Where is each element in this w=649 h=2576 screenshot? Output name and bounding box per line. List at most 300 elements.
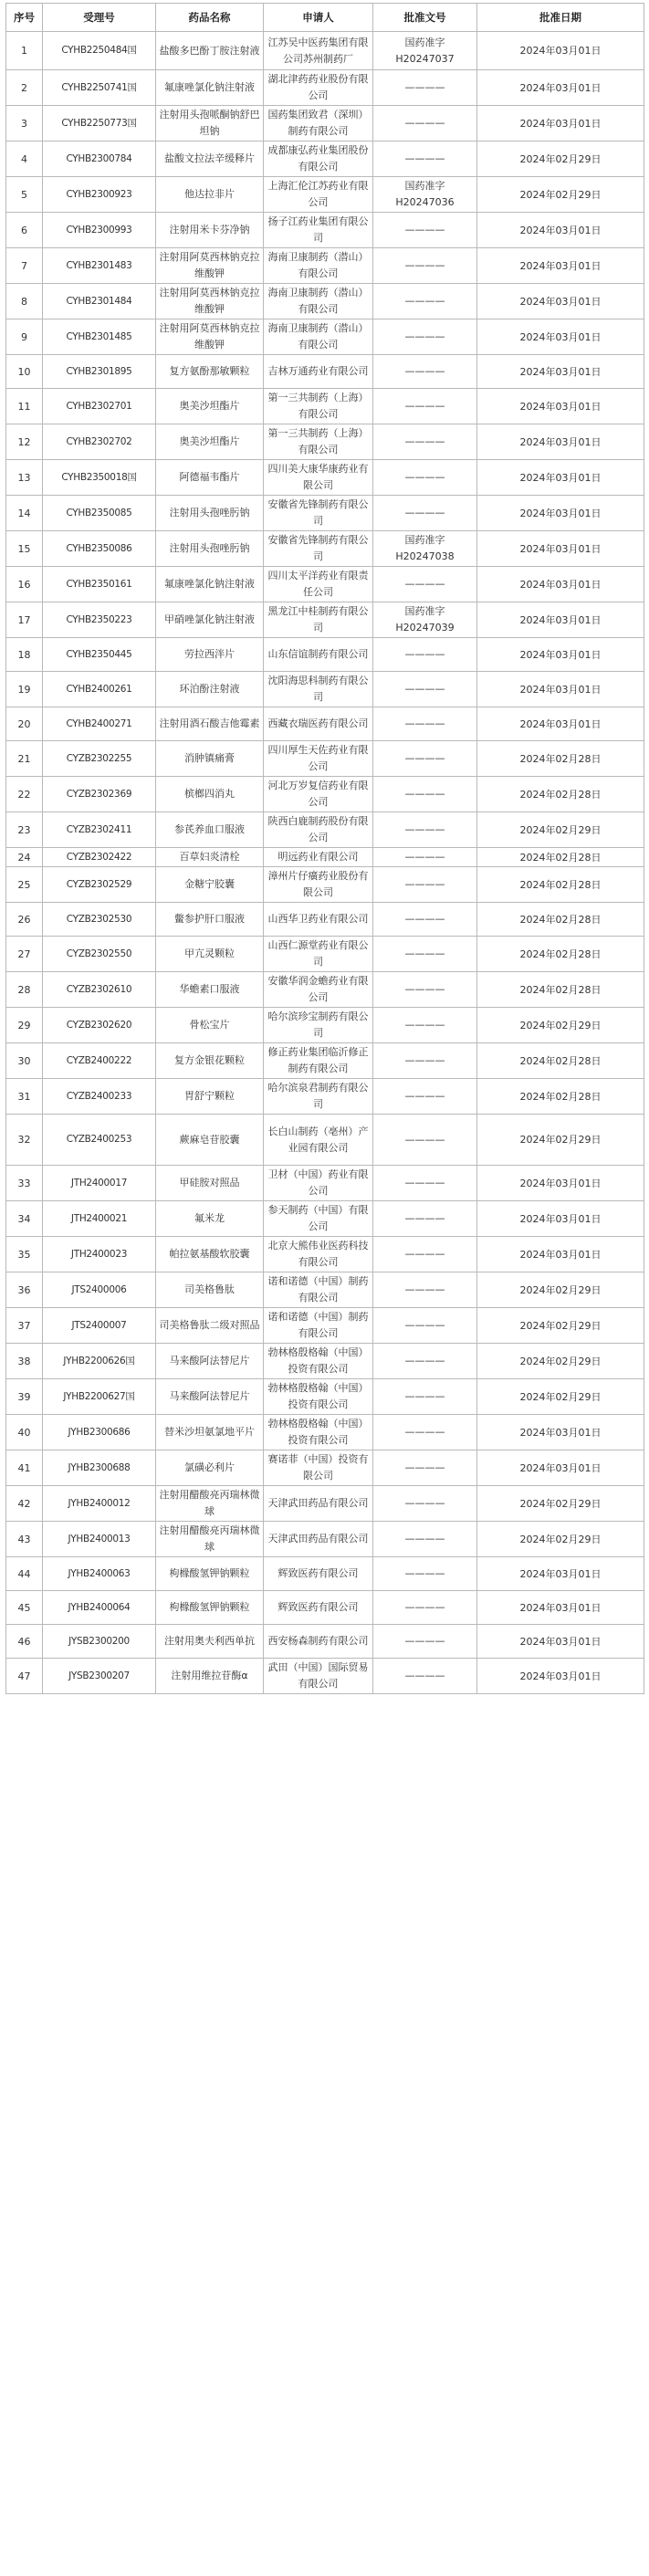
acceptance-no-cell: CYHB2302701	[43, 389, 156, 424]
approval-number-cell: 国药准字H20247036	[373, 177, 477, 213]
serial-cell: 2	[6, 70, 43, 106]
drug-name-cell: 注射用醋酸亮丙瑞林微球	[156, 1486, 264, 1522]
approval-date-cell: 2024年02月29日	[477, 1115, 644, 1166]
serial-cell: 24	[6, 848, 43, 867]
table-row	[6, 1166, 644, 1201]
approval-number-cell: ————	[373, 567, 477, 602]
serial-cell: 22	[6, 777, 43, 812]
approval-number-cell: ————	[373, 812, 477, 848]
drug-name-cell: 帕拉氨基酸软胶囊	[156, 1237, 264, 1272]
serial-cell: 33	[6, 1166, 43, 1201]
acceptance-no-cell: CYHB2302702	[43, 424, 156, 460]
drug-name-cell: 氯磺必利片	[156, 1450, 264, 1486]
acceptance-no-cell: JYHB2200626国	[43, 1344, 156, 1379]
acceptance-no-cell: JYSB2300200	[43, 1625, 156, 1659]
approval-number-cell: ————	[373, 1415, 477, 1450]
drug-name-cell: 注射用阿莫西林钠克拉维酸钾	[156, 284, 264, 319]
approval-number-cell: ————	[373, 672, 477, 707]
approval-date-cell: 2024年03月01日	[477, 1166, 644, 1201]
drug-name-cell: 蕨麻皂苷胶囊	[156, 1115, 264, 1166]
serial-cell: 46	[6, 1625, 43, 1659]
acceptance-no-cell: CYZB2400253	[43, 1115, 156, 1166]
table-row	[6, 106, 644, 141]
acceptance-no-cell: CYHB2301484	[43, 284, 156, 319]
approval-number-cell: ————	[373, 389, 477, 424]
serial-cell: 20	[6, 707, 43, 741]
applicant-cell: 哈尔滨珍宝制药有限公司	[264, 1008, 373, 1043]
applicant-cell: 陕西白鹿制药股份有限公司	[264, 812, 373, 848]
approval-number-cell: ————	[373, 972, 477, 1008]
serial-cell: 9	[6, 319, 43, 355]
table-row	[6, 1557, 644, 1591]
serial-cell: 8	[6, 284, 43, 319]
approval-number-cell: ————	[373, 106, 477, 141]
table-row	[6, 812, 644, 848]
table-row	[6, 1272, 644, 1308]
approval-number-cell: ————	[373, 141, 477, 177]
drug-name-cell: 华蟾素口服液	[156, 972, 264, 1008]
acceptance-no-cell: JYSB2300207	[43, 1659, 156, 1694]
drug-name-cell: 劳拉西泮片	[156, 638, 264, 672]
applicant-cell: 国药集团致君（深圳）制药有限公司	[264, 106, 373, 141]
approval-date-cell: 2024年03月01日	[477, 1415, 644, 1450]
acceptance-no-cell: JTS2400006	[43, 1272, 156, 1308]
applicant-cell: 勃林格殷格翰（中国）投资有限公司	[264, 1344, 373, 1379]
approval-number-cell: ————	[373, 1625, 477, 1659]
acceptance-no-cell: CYHB2250484国	[43, 32, 156, 70]
serial-cell: 17	[6, 602, 43, 638]
approval-number-cell: 国药准字H20247038	[373, 531, 477, 567]
acceptance-no-cell: CYZB2400233	[43, 1079, 156, 1115]
table-row	[6, 1115, 644, 1166]
applicant-cell: 扬子江药业集团有限公司	[264, 213, 373, 248]
drug-name-cell: 他达拉非片	[156, 177, 264, 213]
approval-date-cell: 2024年03月01日	[477, 248, 644, 284]
acceptance-no-cell: CYHB2301895	[43, 355, 156, 389]
applicant-cell: 安徽华润金蟾药业有限公司	[264, 972, 373, 1008]
serial-cell: 29	[6, 1008, 43, 1043]
approval-date-cell: 2024年03月01日	[477, 284, 644, 319]
approval-number-cell: ————	[373, 1522, 477, 1557]
header-acceptance-no: 受理号	[43, 4, 156, 32]
serial-cell: 1	[6, 32, 43, 70]
drug-name-cell: 复方氨酚那敏颗粒	[156, 355, 264, 389]
approval-date-cell: 2024年02月28日	[477, 972, 644, 1008]
serial-cell: 36	[6, 1272, 43, 1308]
approval-date-cell: 2024年03月01日	[477, 319, 644, 355]
applicant-cell: 参天制药（中国）有限公司	[264, 1201, 373, 1237]
table-body	[6, 32, 644, 1694]
serial-cell: 31	[6, 1079, 43, 1115]
approval-date-cell: 2024年02月29日	[477, 177, 644, 213]
applicant-cell: 河北万岁复信药业有限公司	[264, 777, 373, 812]
approval-list	[5, 3, 644, 1694]
approval-date-cell: 2024年03月01日	[477, 213, 644, 248]
approval-date-cell: 2024年03月01日	[477, 106, 644, 141]
acceptance-no-cell: CYHB2350445	[43, 638, 156, 672]
approval-date-cell: 2024年03月01日	[477, 424, 644, 460]
table-row	[6, 389, 644, 424]
drug-name-cell: 注射用阿莫西林钠克拉维酸钾	[156, 319, 264, 355]
drug-name-cell: 氟康唑氯化钠注射液	[156, 567, 264, 602]
serial-cell: 18	[6, 638, 43, 672]
acceptance-no-cell: CYZB2302369	[43, 777, 156, 812]
applicant-cell: 黑龙江中桂制药有限公司	[264, 602, 373, 638]
drug-name-cell: 复方金银花颗粒	[156, 1043, 264, 1079]
acceptance-no-cell: CYZB2302610	[43, 972, 156, 1008]
serial-cell: 12	[6, 424, 43, 460]
approval-date-cell: 2024年02月29日	[477, 1379, 644, 1415]
approval-date-cell: 2024年02月28日	[477, 777, 644, 812]
approval-date-cell: 2024年03月01日	[477, 672, 644, 707]
serial-cell: 3	[6, 106, 43, 141]
drug-name-cell: 枸橼酸氢钾钠颗粒	[156, 1557, 264, 1591]
approval-date-cell: 2024年02月28日	[477, 1079, 644, 1115]
serial-cell: 30	[6, 1043, 43, 1079]
drug-name-cell: 注射用米卡芬净钠	[156, 213, 264, 248]
acceptance-no-cell: JYHB2400064	[43, 1591, 156, 1625]
applicant-cell: 四川太平洋药业有限责任公司	[264, 567, 373, 602]
acceptance-no-cell: CYHB2301483	[43, 248, 156, 284]
approval-number-cell: ————	[373, 1272, 477, 1308]
serial-cell: 43	[6, 1522, 43, 1557]
applicant-cell: 山东信谊制药有限公司	[264, 638, 373, 672]
acceptance-no-cell: CYHB2250773国	[43, 106, 156, 141]
applicant-cell: 天津武田药品有限公司	[264, 1522, 373, 1557]
approval-number-cell: ————	[373, 867, 477, 903]
table-row	[6, 141, 644, 177]
applicant-cell: 第一三共制药（上海）有限公司	[264, 389, 373, 424]
drug-name-cell: 盐酸文拉法辛缓释片	[156, 141, 264, 177]
serial-cell: 47	[6, 1659, 43, 1694]
approval-number-cell: ————	[373, 1201, 477, 1237]
drug-name-cell: 奥美沙坦酯片	[156, 424, 264, 460]
applicant-cell: 勃林格殷格翰（中国）投资有限公司	[264, 1379, 373, 1415]
serial-cell: 40	[6, 1415, 43, 1450]
applicant-cell: 赛诺菲（中国）投资有限公司	[264, 1450, 373, 1486]
approval-number-cell: ————	[373, 1557, 477, 1591]
approval-number-cell: ————	[373, 1308, 477, 1344]
approval-number-cell: ————	[373, 1344, 477, 1379]
table-row	[6, 1308, 644, 1344]
approval-number-cell: ————	[373, 741, 477, 777]
serial-cell: 44	[6, 1557, 43, 1591]
serial-cell: 32	[6, 1115, 43, 1166]
serial-cell: 10	[6, 355, 43, 389]
applicant-cell: 沈阳海思科制药有限公司	[264, 672, 373, 707]
table-row	[6, 1591, 644, 1625]
table-row	[6, 741, 644, 777]
applicant-cell: 安徽省先锋制药有限公司	[264, 496, 373, 531]
serial-cell: 26	[6, 903, 43, 937]
table-row	[6, 848, 644, 867]
approval-number-cell: ————	[373, 903, 477, 937]
approval-number-cell: 国药准字H20247039	[373, 602, 477, 638]
approval-date-cell: 2024年03月01日	[477, 1659, 644, 1694]
table-row	[6, 707, 644, 741]
applicant-cell: 四川厚生天佐药业有限公司	[264, 741, 373, 777]
table-row	[6, 602, 644, 638]
approval-date-cell: 2024年02月28日	[477, 741, 644, 777]
acceptance-no-cell: CYZB2302550	[43, 937, 156, 972]
approval-date-cell: 2024年03月01日	[477, 389, 644, 424]
approval-date-cell: 2024年03月01日	[477, 1557, 644, 1591]
acceptance-no-cell: CYZB2302411	[43, 812, 156, 848]
approval-date-cell: 2024年02月29日	[477, 812, 644, 848]
serial-cell: 38	[6, 1344, 43, 1379]
approval-date-cell: 2024年02月28日	[477, 903, 644, 937]
approval-number-cell: ————	[373, 70, 477, 106]
serial-cell: 14	[6, 496, 43, 531]
approval-number-cell: ————	[373, 1166, 477, 1201]
serial-cell: 37	[6, 1308, 43, 1344]
approval-number-cell: ————	[373, 424, 477, 460]
drug-name-cell: 注射用维拉苷酶α	[156, 1659, 264, 1694]
table-row	[6, 1625, 644, 1659]
table-row	[6, 1201, 644, 1237]
approval-number-cell: ————	[373, 1591, 477, 1625]
approval-date-cell: 2024年02月28日	[477, 867, 644, 903]
applicant-cell: 辉致医药有限公司	[264, 1557, 373, 1591]
table-row	[6, 1237, 644, 1272]
drug-name-cell: 注射用酒石酸吉他霉素	[156, 707, 264, 741]
table-row	[6, 1486, 644, 1522]
table-row	[6, 355, 644, 389]
serial-cell: 6	[6, 213, 43, 248]
approval-date-cell: 2024年03月01日	[477, 70, 644, 106]
serial-cell: 23	[6, 812, 43, 848]
drug-name-cell: 鳖参护肝口服液	[156, 903, 264, 937]
header-approval-number: 批准文号	[373, 4, 477, 32]
acceptance-no-cell: CYHB2350018国	[43, 460, 156, 496]
serial-cell: 41	[6, 1450, 43, 1486]
serial-cell: 19	[6, 672, 43, 707]
approval-number-cell: ————	[373, 1486, 477, 1522]
acceptance-no-cell: JYHB2400013	[43, 1522, 156, 1557]
drug-name-cell: 槟榔四消丸	[156, 777, 264, 812]
acceptance-no-cell: JTH2400021	[43, 1201, 156, 1237]
approval-number-cell: ————	[373, 1659, 477, 1694]
acceptance-no-cell: JYHB2300688	[43, 1450, 156, 1486]
approval-date-cell: 2024年02月29日	[477, 1522, 644, 1557]
approval-date-cell: 2024年02月29日	[477, 1486, 644, 1522]
approval-date-cell: 2024年03月01日	[477, 496, 644, 531]
approval-number-cell: ————	[373, 1008, 477, 1043]
table-row	[6, 531, 644, 567]
approval-number-cell: ————	[373, 1379, 477, 1415]
drug-name-cell: 氟米龙	[156, 1201, 264, 1237]
approval-date-cell: 2024年03月01日	[477, 355, 644, 389]
acceptance-no-cell: CYHB2350085	[43, 496, 156, 531]
acceptance-no-cell: CYHB2250741国	[43, 70, 156, 106]
acceptance-no-cell: JTS2400007	[43, 1308, 156, 1344]
approval-number-cell: ————	[373, 1237, 477, 1272]
drug-name-cell: 百草妇炎清栓	[156, 848, 264, 867]
table-row	[6, 1043, 644, 1079]
drug-name-cell: 注射用奥夫利西单抗	[156, 1625, 264, 1659]
acceptance-no-cell: JTH2400023	[43, 1237, 156, 1272]
drug-name-cell: 参芪养血口服液	[156, 812, 264, 848]
acceptance-no-cell: JYHB2400012	[43, 1486, 156, 1522]
table-row	[6, 1079, 644, 1115]
header-applicant: 申请人	[264, 4, 373, 32]
drug-name-cell: 马来酸阿法替尼片	[156, 1344, 264, 1379]
drug-name-cell: 注射用阿莫西林钠克拉维酸钾	[156, 248, 264, 284]
applicant-cell: 北京大熊伟业医药科技有限公司	[264, 1237, 373, 1272]
serial-cell: 39	[6, 1379, 43, 1415]
acceptance-no-cell: CYHB2300784	[43, 141, 156, 177]
approval-number-cell: ————	[373, 284, 477, 319]
header-drug-name: 药品名称	[156, 4, 264, 32]
approval-date-cell: 2024年02月29日	[477, 1008, 644, 1043]
drug-name-cell: 消肿镇痛膏	[156, 741, 264, 777]
serial-cell: 15	[6, 531, 43, 567]
applicant-cell: 江苏吴中医药集团有限公司苏州制药厂	[264, 32, 373, 70]
drug-name-cell: 枸橼酸氢钾钠颗粒	[156, 1591, 264, 1625]
table-row	[6, 672, 644, 707]
acceptance-no-cell: CYZB2400222	[43, 1043, 156, 1079]
drug-name-cell: 甲硝唑氯化钠注射液	[156, 602, 264, 638]
acceptance-no-cell: CYHB2301485	[43, 319, 156, 355]
acceptance-no-cell: CYZB2302530	[43, 903, 156, 937]
approval-date-cell: 2024年03月01日	[477, 1201, 644, 1237]
approval-number-cell: 国药准字H20247037	[373, 32, 477, 70]
approval-number-cell: ————	[373, 638, 477, 672]
table-row	[6, 972, 644, 1008]
acceptance-no-cell: CYHB2300923	[43, 177, 156, 213]
drug-name-cell: 注射用头孢唑肟钠	[156, 531, 264, 567]
table-row	[6, 32, 644, 70]
drug-name-cell: 注射用醋酸亮丙瑞林微球	[156, 1522, 264, 1557]
serial-cell: 27	[6, 937, 43, 972]
approval-date-cell: 2024年03月01日	[477, 531, 644, 567]
acceptance-no-cell: JYHB2200627国	[43, 1379, 156, 1415]
acceptance-no-cell: CYHB2350161	[43, 567, 156, 602]
acceptance-no-cell: CYHB2350086	[43, 531, 156, 567]
drug-name-cell: 注射用头孢哌酮钠舒巴坦钠	[156, 106, 264, 141]
applicant-cell: 第一三共制药（上海）有限公司	[264, 424, 373, 460]
table-row	[6, 70, 644, 106]
approval-date-cell: 2024年03月01日	[477, 707, 644, 741]
approval-number-cell: ————	[373, 848, 477, 867]
serial-cell: 4	[6, 141, 43, 177]
applicant-cell: 吉林万通药业有限公司	[264, 355, 373, 389]
approval-number-cell: ————	[373, 777, 477, 812]
table-row	[6, 903, 644, 937]
applicant-cell: 诺和诺德（中国）制药有限公司	[264, 1272, 373, 1308]
acceptance-no-cell: CYHB2400261	[43, 672, 156, 707]
applicant-cell: 上海汇伦江苏药业有限公司	[264, 177, 373, 213]
applicant-cell: 明远药业有限公司	[264, 848, 373, 867]
applicant-cell: 西安杨森制药有限公司	[264, 1625, 373, 1659]
table-row	[6, 1415, 644, 1450]
applicant-cell: 西藏衣瑞医药有限公司	[264, 707, 373, 741]
serial-cell: 13	[6, 460, 43, 496]
serial-cell: 34	[6, 1201, 43, 1237]
table-row	[6, 1379, 644, 1415]
applicant-cell: 辉致医药有限公司	[264, 1591, 373, 1625]
drug-name-cell: 注射用头孢唑肟钠	[156, 496, 264, 531]
approval-date-cell: 2024年03月01日	[477, 1237, 644, 1272]
header-row	[6, 4, 644, 32]
drug-name-cell: 盐酸多巴酚丁胺注射液	[156, 32, 264, 70]
acceptance-no-cell: CYHB2350223	[43, 602, 156, 638]
drug-name-cell: 司美格鲁肽二级对照品	[156, 1308, 264, 1344]
applicant-cell: 安徽省先锋制药有限公司	[264, 531, 373, 567]
approval-number-cell: ————	[373, 496, 477, 531]
drug-name-cell: 替米沙坦氨氯地平片	[156, 1415, 264, 1450]
table-row	[6, 1008, 644, 1043]
acceptance-no-cell: CYHB2400271	[43, 707, 156, 741]
applicant-cell: 海南卫康制药（潜山）有限公司	[264, 248, 373, 284]
approval-number-cell: ————	[373, 707, 477, 741]
table-row	[6, 638, 644, 672]
approval-number-cell: ————	[373, 460, 477, 496]
drug-name-cell: 金糖宁胶囊	[156, 867, 264, 903]
applicant-cell: 山西仁源堂药业有限公司	[264, 937, 373, 972]
drug-name-cell: 环泊酚注射液	[156, 672, 264, 707]
applicant-cell: 山西华卫药业有限公司	[264, 903, 373, 937]
table-row	[6, 424, 644, 460]
drug-name-cell: 司美格鲁肽	[156, 1272, 264, 1308]
serial-cell: 5	[6, 177, 43, 213]
serial-cell: 42	[6, 1486, 43, 1522]
acceptance-no-cell: JYHB2400063	[43, 1557, 156, 1591]
serial-cell: 35	[6, 1237, 43, 1272]
header-serial: 序号	[6, 4, 43, 32]
applicant-cell: 天津武田药品有限公司	[264, 1486, 373, 1522]
drug-name-cell: 甲亢灵颗粒	[156, 937, 264, 972]
table-row	[6, 1450, 644, 1486]
table-row	[6, 777, 644, 812]
approval-number-cell: ————	[373, 937, 477, 972]
drug-name-cell: 胃舒宁颗粒	[156, 1079, 264, 1115]
approval-date-cell: 2024年03月01日	[477, 1591, 644, 1625]
drug-name-cell: 马来酸阿法替尼片	[156, 1379, 264, 1415]
approval-number-cell: ————	[373, 319, 477, 355]
approval-date-cell: 2024年02月29日	[477, 1272, 644, 1308]
acceptance-no-cell: CYZB2302422	[43, 848, 156, 867]
drug-name-cell: 甲硅胺对照品	[156, 1166, 264, 1201]
approval-date-cell: 2024年02月29日	[477, 1308, 644, 1344]
approval-date-cell: 2024年03月01日	[477, 460, 644, 496]
approval-table	[5, 3, 644, 1694]
applicant-cell: 长白山制药（亳州）产业园有限公司	[264, 1115, 373, 1166]
table-row	[6, 177, 644, 213]
table-row	[6, 1522, 644, 1557]
table-row	[6, 567, 644, 602]
acceptance-no-cell: JTH2400017	[43, 1166, 156, 1201]
table-row	[6, 213, 644, 248]
approval-number-cell: ————	[373, 1043, 477, 1079]
serial-cell: 21	[6, 741, 43, 777]
applicant-cell: 哈尔滨泉君制药有限公司	[264, 1079, 373, 1115]
acceptance-no-cell: CYZB2302529	[43, 867, 156, 903]
drug-name-cell: 骨松宝片	[156, 1008, 264, 1043]
acceptance-no-cell: CYHB2300993	[43, 213, 156, 248]
applicant-cell: 海南卫康制药（潜山）有限公司	[264, 284, 373, 319]
table-row	[6, 937, 644, 972]
approval-number-cell: ————	[373, 213, 477, 248]
serial-cell: 16	[6, 567, 43, 602]
applicant-cell: 海南卫康制药（潜山）有限公司	[264, 319, 373, 355]
approval-number-cell: ————	[373, 248, 477, 284]
approval-date-cell: 2024年02月28日	[477, 848, 644, 867]
acceptance-no-cell: CYZB2302620	[43, 1008, 156, 1043]
drug-name-cell: 奥美沙坦酯片	[156, 389, 264, 424]
approval-number-cell: ————	[373, 1115, 477, 1166]
applicant-cell: 漳州片仔癀药业股份有限公司	[264, 867, 373, 903]
